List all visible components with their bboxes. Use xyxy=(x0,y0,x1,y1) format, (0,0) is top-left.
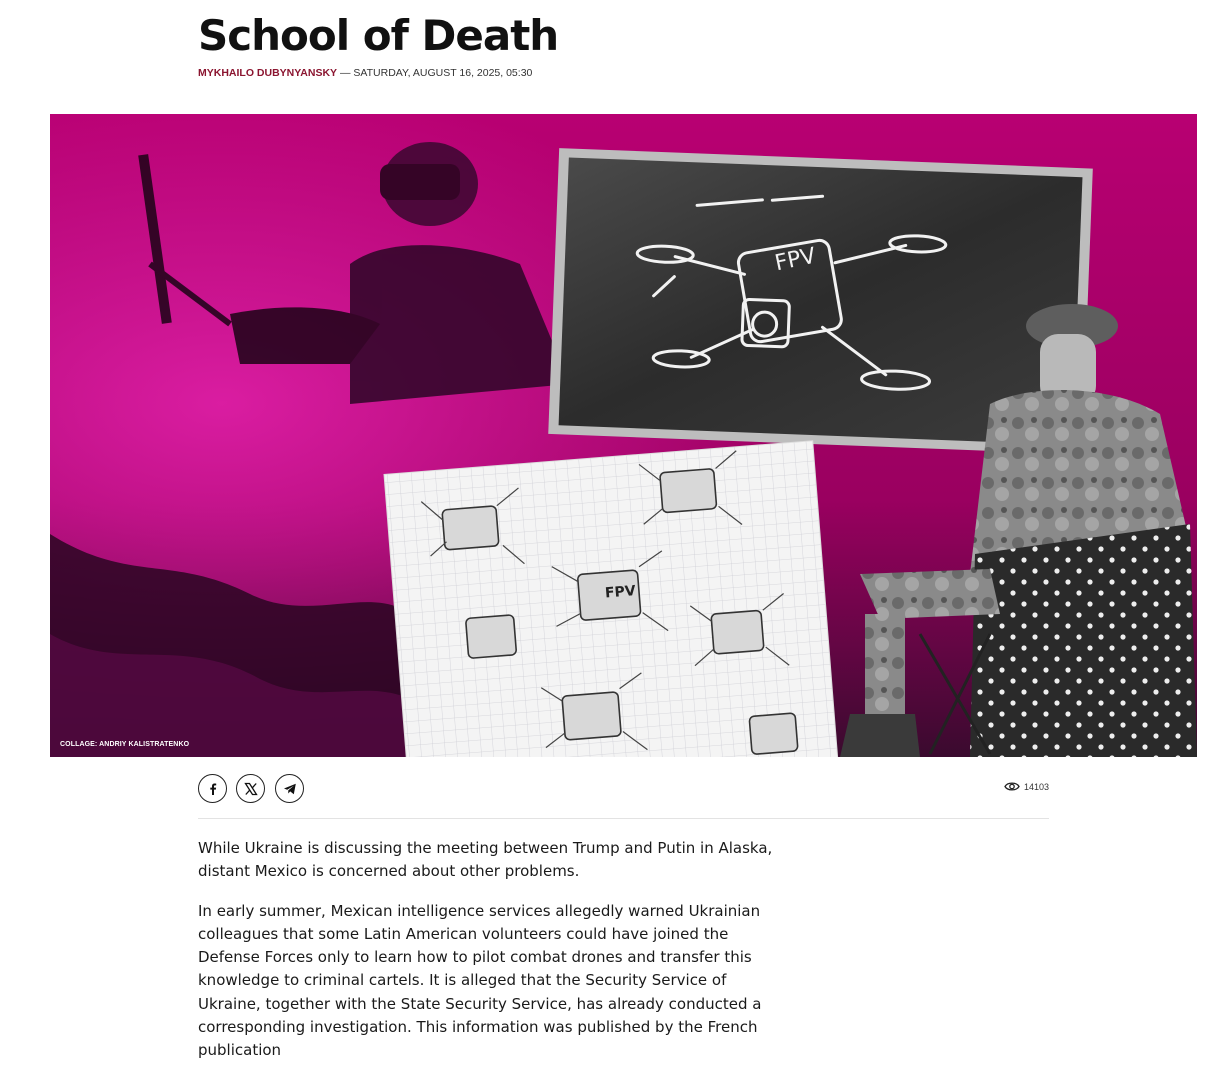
x-share-button[interactable] xyxy=(236,774,265,803)
telegram-icon xyxy=(283,782,297,796)
byline-separator: — xyxy=(337,67,354,79)
paragraph: While Ukraine is discussing the meeting between Trump and Putin in Alaska, distant Mexico is concerned about other problems. xyxy=(198,839,773,881)
publish-date: SATURDAY, AUGUST 16, 2025, 05:30 xyxy=(353,67,533,79)
share-toolbar xyxy=(198,774,1049,806)
photo-credit: COLLAGE: ANDRIY KALISTRATENKO xyxy=(60,741,190,748)
collage-artwork xyxy=(50,114,1197,757)
sketch-fpv-label: FPV xyxy=(604,583,637,602)
article-title: School of Death xyxy=(198,11,559,60)
views-count: 14103 xyxy=(1023,781,1049,792)
graph-paper-sketch xyxy=(384,441,839,757)
author-link[interactable]: MYKHAILO DUBYNYANSKY xyxy=(198,67,338,79)
byline xyxy=(198,67,532,79)
paragraph: In early summer, Mexican intelligence services allegedly warned Ukrainian colleagues that some Latin American volunteers could have joined the Defense Forces only to learn how to pilot combat drones and transfer this knowledge to criminal cartels. It is alleged that the Security Service of Ukraine, together with the State Security Service, has already conducted a corresponding investigation. This information was published by the French publication xyxy=(198,901,762,1060)
facebook-share-button[interactable] xyxy=(198,774,227,803)
chalk-fpv-label: FPV xyxy=(772,243,819,277)
x-icon xyxy=(244,782,258,796)
article-body xyxy=(198,837,778,1079)
facebook-icon xyxy=(206,782,220,796)
eye-icon xyxy=(1004,781,1020,792)
divider xyxy=(198,818,1049,819)
view-counter xyxy=(1004,781,1049,792)
hero-collage-image xyxy=(50,114,1197,757)
telegram-share-button[interactable] xyxy=(275,774,304,803)
